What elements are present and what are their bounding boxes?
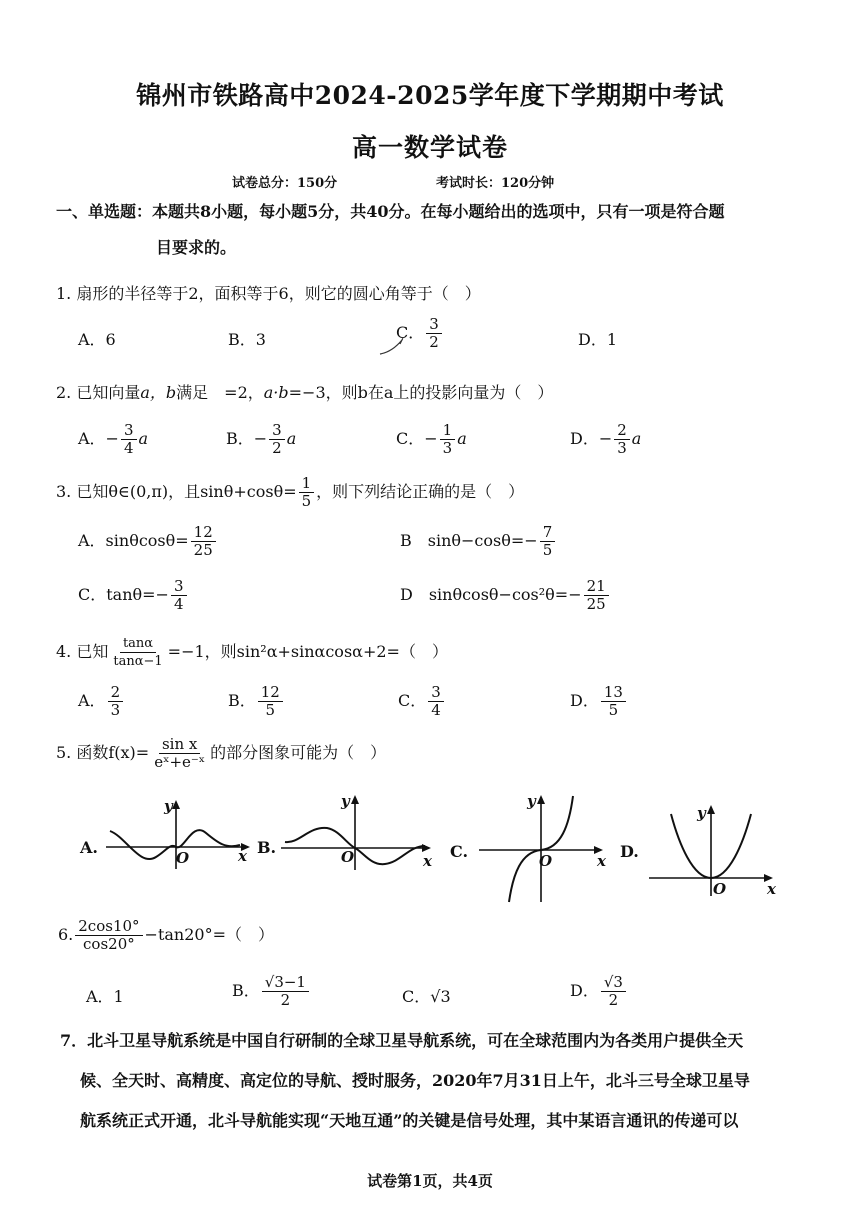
q3-option-c-label: C．tanθ=−	[78, 585, 169, 604]
q3-option-a-fraction	[191, 524, 216, 559]
q4-option-a-label: A．	[78, 691, 106, 710]
fraction-numerator: 2	[614, 422, 630, 440]
q2-stem-vectors: a，b	[140, 383, 177, 402]
fraction-numerator: 2cos10°	[75, 918, 142, 936]
q4-stem-pre: 4. 已知	[56, 642, 109, 661]
q4-option-a	[78, 684, 125, 719]
q3-option-b-label: B sinθ−cosθ=−	[400, 531, 538, 550]
q4-option-d	[570, 684, 628, 719]
q2-option-a	[78, 422, 148, 457]
q3-option-d-fraction	[584, 578, 609, 613]
y-axis-label: y	[164, 797, 173, 815]
q2-stem-mid: 满足 =2，	[176, 383, 264, 402]
graph-curve	[110, 830, 240, 859]
fraction-denominator: 2	[429, 333, 439, 351]
q2-stem-post: =−3，则b在a上的投影向量为（ ）	[288, 383, 554, 402]
q3-stem-fraction	[299, 475, 315, 510]
total-score: 试卷总分：150分	[232, 176, 338, 191]
exam-duration: 考试时长：120分钟	[436, 176, 555, 191]
exam-title: 锦州市铁路高中2024-2025学年度下学期期中考试	[136, 81, 724, 110]
y-axis-arrow-icon	[537, 795, 545, 804]
fraction-numerator: √3	[601, 974, 626, 992]
q5-option-d-label: D.	[620, 842, 639, 861]
q2-option-a-label: A．−	[78, 429, 119, 448]
exam-subtitle: 高一数学试卷	[351, 133, 508, 162]
q2-option-d-vector: a	[631, 429, 642, 448]
q3-option-c	[78, 578, 189, 613]
q4-option-b-fraction	[258, 684, 283, 719]
q3-option-c-fraction	[171, 578, 187, 613]
q4-stem-post: =−1，则sin²α+sinαcosα+2=（ ）	[167, 642, 448, 661]
q2-option-c-label: C．−	[396, 429, 438, 448]
q5-stem-fraction	[151, 736, 208, 771]
q5-graph-b	[275, 790, 445, 875]
pen-mark-icon	[378, 330, 418, 360]
q4-option-a-fraction	[108, 684, 124, 719]
q6-stem	[58, 918, 274, 953]
fraction-numerator: sin x	[159, 736, 200, 754]
q4-option-b	[228, 684, 285, 719]
y-axis-arrow-icon	[707, 805, 715, 814]
fraction-denominator: 4	[431, 701, 441, 719]
section-heading-line1: 一、单选题：本题共8小题，每小题5分，共40分。在每小题给出的选项中，只有一项是符合题	[56, 202, 725, 221]
fraction-denominator: 4	[123, 439, 134, 457]
fraction-numerator: 1	[440, 422, 456, 440]
fraction-denominator: cos20°	[83, 935, 135, 953]
y-axis-label: y	[341, 792, 350, 810]
q6-option-d-label: D．	[570, 981, 599, 1000]
q4-option-b-label: B．	[228, 691, 256, 710]
q2-option-c-fraction	[440, 422, 456, 457]
y-axis-arrow-icon	[172, 800, 180, 809]
fraction-denominator: 3	[110, 701, 121, 719]
fraction-numerator: 3	[171, 578, 187, 596]
fraction-numerator: 7	[540, 524, 556, 542]
q6-stem-post: −tan20°=（ ）	[144, 925, 274, 944]
x-axis-label: x	[767, 880, 776, 898]
fraction-denominator: 2	[272, 439, 282, 457]
q1-option-b: B．3	[228, 330, 266, 349]
q2-option-a-vector: a	[138, 429, 149, 448]
fraction-numerator: 12	[258, 684, 283, 702]
q2-option-d-fraction	[614, 422, 630, 457]
q6-option-b-fraction	[262, 974, 309, 1009]
q5-option-b-label: B.	[257, 838, 277, 857]
q4-option-c-fraction	[428, 684, 444, 719]
origin-label: O	[341, 848, 355, 866]
fraction-numerator: 3	[121, 422, 137, 440]
q2-stem-dot: a·b	[263, 383, 289, 402]
q5-stem	[56, 736, 386, 771]
x-axis-label: x	[423, 852, 432, 870]
q3-option-b	[400, 524, 557, 559]
q5-graph-d	[645, 800, 785, 900]
q4-stem	[56, 635, 448, 670]
q4-option-c-label: C．	[398, 691, 427, 710]
q1-option-c-label: C．	[396, 323, 425, 342]
q1-option-a: A．6	[78, 330, 116, 349]
fraction-numerator: √3−1	[262, 974, 309, 992]
fraction-numerator: tanα	[120, 635, 156, 653]
x-axis-label: x	[597, 852, 606, 870]
x-axis-label: x	[238, 847, 247, 865]
q6-option-d-fraction	[601, 974, 626, 1009]
fraction-numerator: 21	[584, 578, 609, 596]
fraction-numerator: 12	[191, 524, 216, 542]
q5-option-c-label: C.	[450, 842, 469, 861]
y-axis-label: y	[697, 804, 706, 822]
fraction-denominator: 5	[608, 701, 619, 719]
q5-stem-post: 的部分图象可能为（ ）	[210, 743, 387, 762]
fraction-denominator: 5	[265, 701, 276, 719]
fraction-denominator: 25	[586, 595, 606, 613]
q2-stem-pre: 2. 已知向量	[56, 383, 141, 402]
y-axis-arrow-icon	[351, 795, 359, 804]
fraction-denominator: 2	[280, 991, 291, 1009]
fraction-denominator: 2	[608, 991, 619, 1009]
q1-option-d: D．1	[578, 330, 618, 349]
fraction-numerator: 3	[426, 316, 442, 334]
q4-option-c	[398, 684, 446, 719]
q3-option-b-fraction	[540, 524, 556, 559]
q2-option-b-fraction	[269, 422, 285, 457]
fraction-numerator: 13	[601, 684, 626, 702]
q3-stem	[56, 475, 524, 510]
q7-line2: 候、全天时、高精度、高定位的导航、授时服务，2020年7月31日上午，北斗三号全球卫星导	[80, 1071, 750, 1090]
q6-option-c: C．√3	[402, 987, 451, 1006]
q2-option-c	[396, 422, 467, 457]
fraction-numerator: 3	[269, 422, 285, 440]
fraction-denominator: 4	[173, 595, 184, 613]
section-heading-line2: 目要求的。	[156, 238, 237, 257]
q5-option-a-label: A.	[80, 838, 98, 857]
fraction-denominator: tanα−1	[113, 654, 163, 669]
q3-option-d	[400, 578, 611, 613]
fraction-denominator: 3	[442, 439, 453, 457]
origin-label: O	[539, 852, 553, 870]
q6-stem-fraction	[75, 918, 142, 953]
q6-option-a: A．1	[86, 987, 124, 1006]
q7-line3: 航系统正式开通，北斗导航能实现“天地互通”的关键是信号处理，其中某语言通讯的传递可以	[80, 1111, 739, 1130]
fraction-denominator: 3	[617, 439, 627, 457]
q2-option-d-label: D．−	[570, 429, 613, 448]
origin-label: O	[176, 849, 190, 867]
fraction-numerator: 2	[108, 684, 124, 702]
q1-stem: 1. 扇形的半径等于2，面积等于6，则它的圆心角等于（ ）	[56, 284, 481, 303]
q3-stem-post: ，则下列结论正确的是（ ）	[316, 482, 525, 501]
q5-stem-pre: 5. 函数f(x)=	[56, 743, 150, 762]
q4-stem-fraction	[110, 635, 165, 670]
q4-option-d-fraction	[601, 684, 626, 719]
y-axis-label: y	[527, 792, 536, 810]
fraction-denominator: eˣ+e⁻ˣ	[154, 753, 206, 771]
q2-stem	[56, 380, 553, 403]
origin-label: O	[713, 880, 727, 898]
fraction-denominator: 5	[542, 541, 553, 559]
q2-option-a-fraction	[121, 422, 137, 457]
q1-option-c-fraction	[426, 316, 442, 351]
fraction-numerator: 3	[428, 684, 444, 702]
q4-option-d-label: D．	[570, 691, 599, 710]
q6-option-b	[232, 974, 311, 1009]
q7-line1: 7．北斗卫星导航系统是中国自行研制的全球卫星导航系统，可在全球范围内为各类用户提供全天	[60, 1031, 744, 1050]
q5-graph-c	[475, 790, 615, 905]
fraction-denominator: 5	[301, 492, 312, 510]
q6-stem-pre: 6.	[58, 925, 74, 944]
q3-option-d-label: D sinθcosθ−cos²θ=−	[400, 585, 582, 604]
q3-option-a	[78, 524, 218, 559]
q2-option-c-vector: a	[457, 429, 467, 448]
q3-stem-pre: 3. 已知θ∈(0,π)，且sinθ+cosθ=	[56, 482, 297, 501]
fraction-denominator: 25	[193, 541, 213, 559]
fraction-numerator: 1	[299, 475, 315, 493]
q2-option-b	[226, 422, 296, 457]
q6-option-d	[570, 974, 628, 1009]
q6-option-b-label: B．	[232, 981, 260, 1000]
page-footer: 试卷第1页，共4页	[367, 1172, 493, 1190]
q2-option-b-label: B．−	[226, 429, 268, 448]
q2-option-b-vector: a	[286, 429, 297, 448]
q2-option-d	[570, 422, 641, 457]
q3-option-a-label: A．sinθcosθ=	[78, 531, 189, 550]
q5-graph-a	[100, 795, 260, 875]
